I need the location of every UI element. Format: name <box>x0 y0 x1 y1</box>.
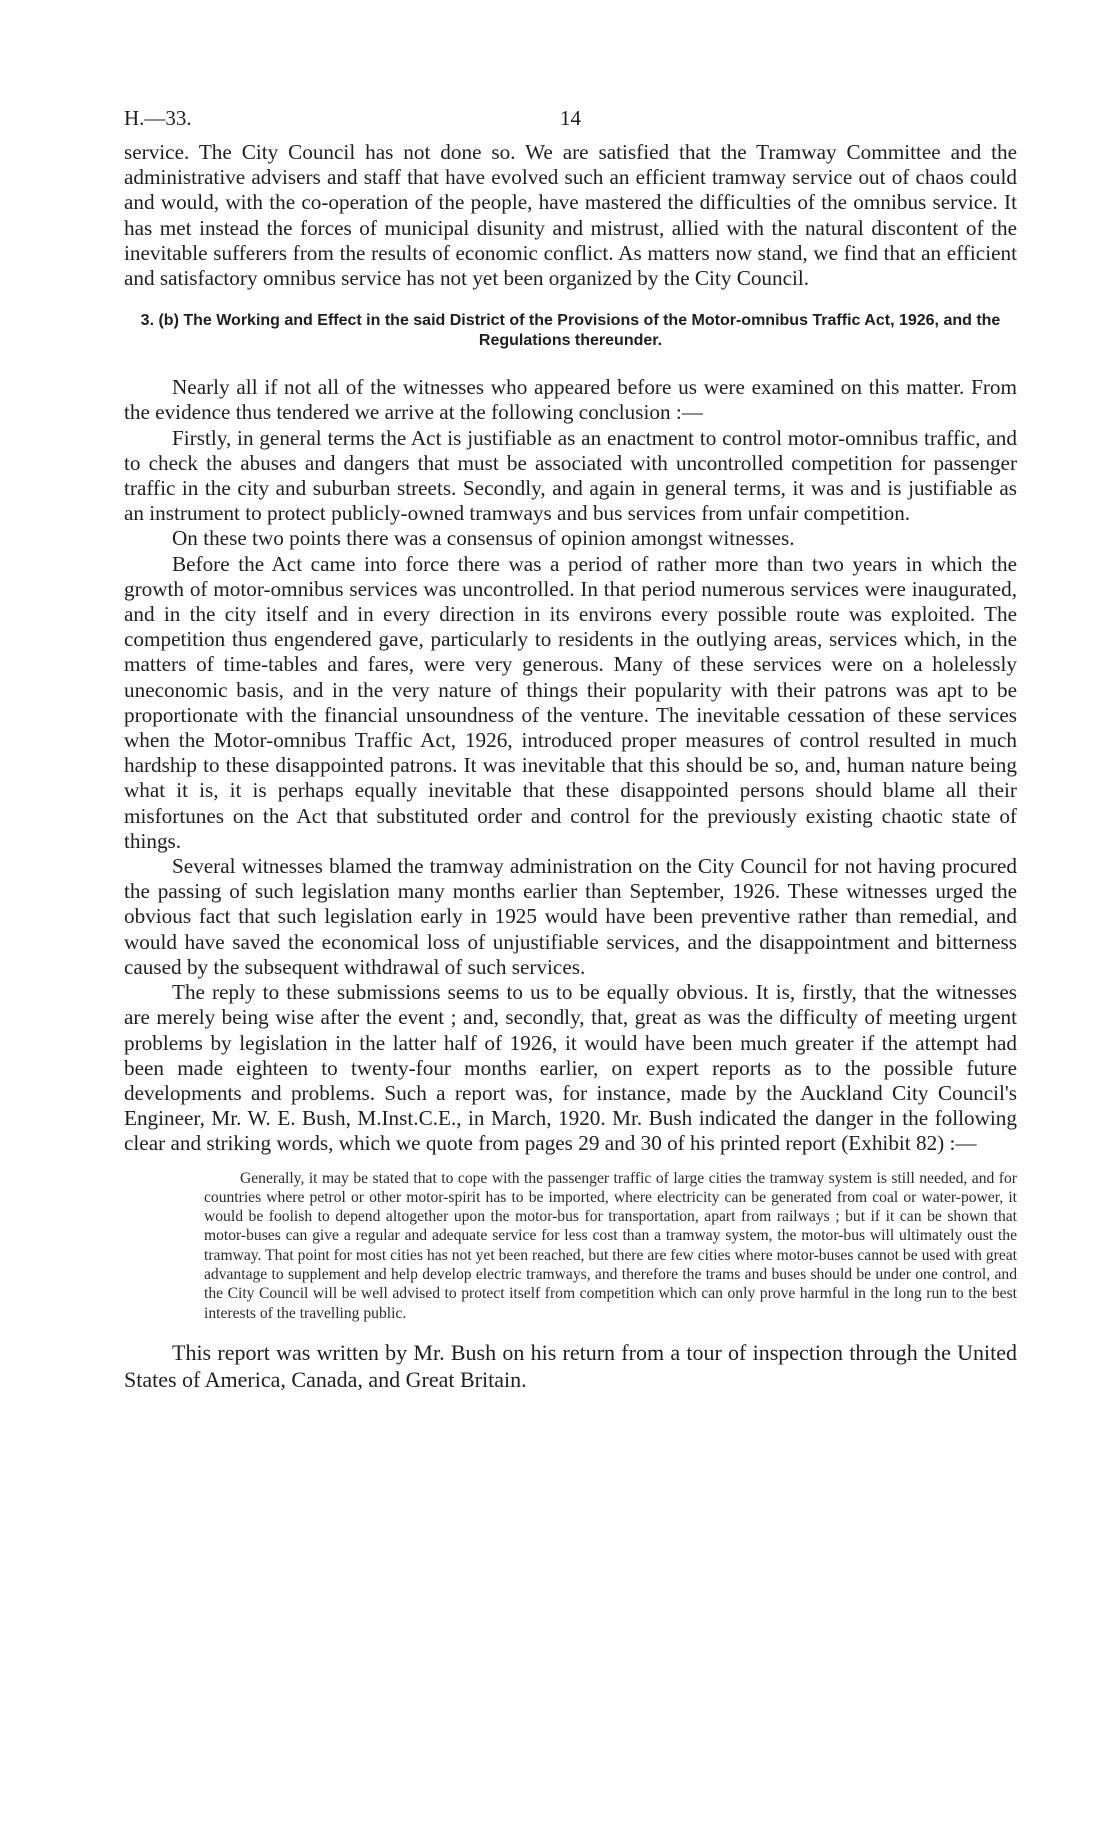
section-heading <box>124 311 1017 351</box>
section-title: The Working and Effect in the said District of the Provisions of the Motor-omnibus Traffic Act, 1926, and the Regulations thereunder. <box>183 312 1001 350</box>
page-header <box>124 100 1017 140</box>
paragraph-consensus: On these two points there was a consensus of opinion amongst witnesses. <box>172 526 795 551</box>
paragraph-witnesses-blamed: Several witnesses blamed the tramway administration on the City Council for not having procured the passing of such legislation many months earlier than September, 1926. These witnesses urged the obvious fact that such legislation early in 1925 would have been preventive rather than remedial, and would have saved the economical loss of unjustifiable services, and the disappointment and bitterness caused by the subsequent withdrawal of such services. <box>124 854 1017 979</box>
paragraph-service-conclusion: service. The City Council has not done so. We are satisfied that the Tramway Committee and the administrative advisers and staff that have evolved such an efficient tramway service out of chaos could and would, with the co-operation of the people, have mastered the difficulties of the omnibus service. It has met instead the forces of municipal disunity and mistrust, allied with the natural discontent of the inevitable sufferers from the results of economic conflict. As matters now stand, we find that an efficient and satisfactory omnibus service has not yet been organized by the City Council. <box>124 140 1017 291</box>
paragraph-firstly-secondly: Firstly, in general terms the Act is justifiable as an enactment to control motor-omnibus traffic, and to check the abuses and dangers that must be associated with uncontrolled competition for passenger traffic in the city and suburban streets. Secondly, and again in general terms, it was and is justifiable as an instrument to protect publicly-owned tramways and bus services from unfair competition. <box>124 425 1017 526</box>
page-number: 14 <box>560 106 581 130</box>
document-page <box>124 100 1017 1820</box>
section-number: 3. (b) <box>140 312 179 330</box>
document-reference: H.—33. <box>124 106 192 130</box>
paragraph-reply: The reply to these submissions seems to us to be equally obvious. It is, firstly, that the witnesses are merely being wise after the event ; and, secondly, that, great as was the difficulty of meeting urgent problems by legislation in the latter half of 1926, it would have been much greater if the attempt had been made eighteen to twenty-four months earlier, on expert reports as to the possible future developments and problems. Such a report was, for instance, made by the Auckland City Council's Engineer, Mr. W. E. Bush, M.Inst.C.E., in March, 1920. Mr. Bush indicated the danger in the following clear and striking words, which we quote from pages 29 and 30 of his printed report (Exhibit 82) :— <box>124 980 1017 1156</box>
paragraph-witnesses-examined: Nearly all if not all of the witnesses who appeared before us were examined on this matter. From the evidence thus tendered we arrive at the following conclusion :— <box>124 375 1017 425</box>
paragraph-closing: This report was written by Mr. Bush on his return from a tour of inspection through the United States of America, Canada, and Great Britain. <box>124 1339 1017 1392</box>
paragraph-before-the-act: Before the Act came into force there was a period of rather more than two years in which the growth of motor-omnibus services was uncontrolled. In that period numerous services were inaugurated, and in the city itself and in every direction in its environs every possible route was exploited. The competition thus engendered gave, particularly to residents in the outlying areas, services which, in the matters of time-tables and fares, were very generous. Many of these services were on a holelessly uneconomic basis, and in the very nature of things their popularity with their patrons was apt to be proportionate with the financial unsoundness of the venture. The inevitable cessation of these services when the Motor-omnibus Traffic Act, 1926, introduced proper measures of control resulted in much hardship to these disappointed patrons. It was inevitable that this should be so, and, human nature being what it is, it is perhaps equally inevitable that these disappointed persons should blame all their misfortunes on the Act that substituted order and control for the previously existing chaotic state of things. <box>124 551 1017 853</box>
block-quote-bush-report: Generally, it may be stated that to cope with the passenger traffic of large cities the tramway system is still needed, and for countries where petrol or other motor-spirit has to be imported, where electricity can be generated from coal or water-power, it would be foolish to depend altogether upon the motor-bus for transportation, apart from railways ; but if it can be shown that motor-buses can give a regular and adequate service for less cost than a tramway system, the motor-bus will ultimately oust the tramway. That point for most cities has not yet been reached, but there are few cities where motor-buses cannot be used with great advantage to supplement and help develop electric tramways, and therefore the trams and buses should be under one control, and the City Council will be well advised to protect itself from competition which can only prove harmful in the long run to the best interests of the travelling public. <box>204 1169 1017 1322</box>
